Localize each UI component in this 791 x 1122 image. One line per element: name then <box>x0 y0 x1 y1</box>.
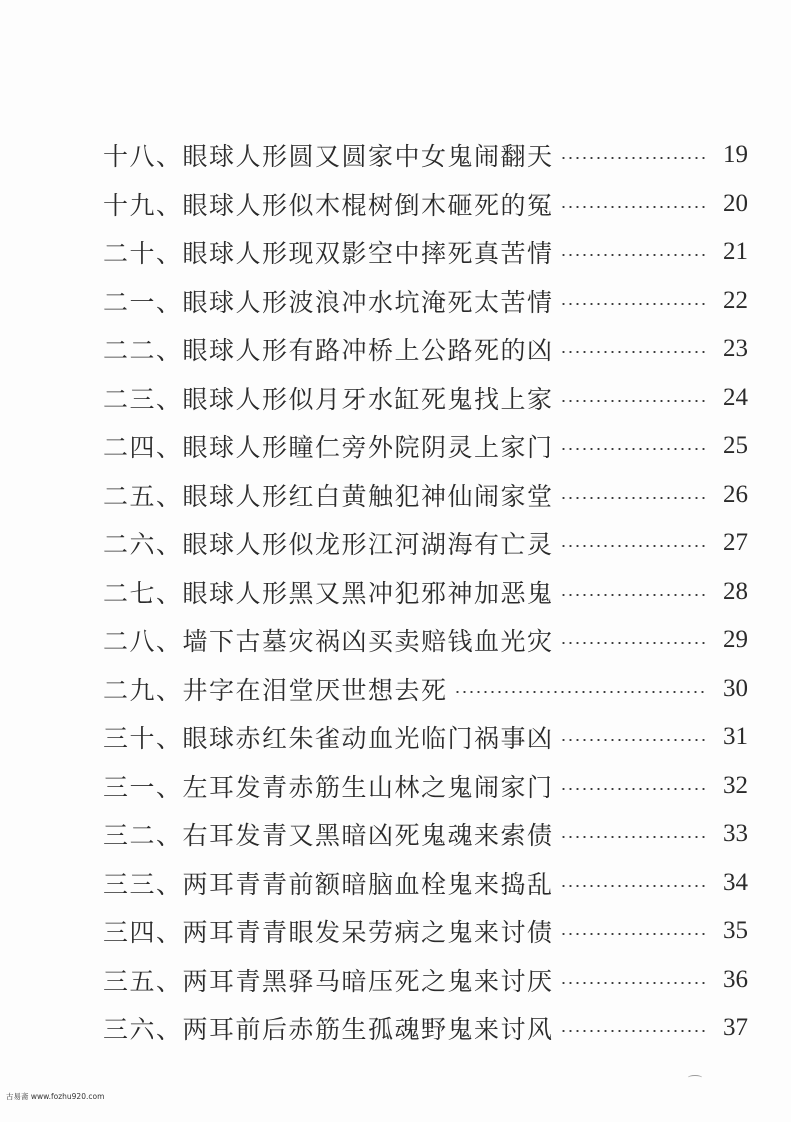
toc-entry-number: 二五、 <box>103 481 183 511</box>
toc-entry-title: 两耳青青眼发呆劳病之鬼来讨债 <box>182 918 554 948</box>
toc-entry-page: 34 <box>723 868 748 896</box>
dot-leader <box>560 206 708 208</box>
toc-entry[interactable] <box>103 713 748 762</box>
toc-entry-title: 眼球人形似龙形江河湖海有亡灵 <box>182 530 554 560</box>
toc-entry-number: 三一、 <box>103 772 183 802</box>
toc-entry[interactable] <box>103 1004 748 1053</box>
toc-entry[interactable] <box>103 422 748 471</box>
toc-entry-page: 28 <box>723 577 748 605</box>
toc-entry-page: 23 <box>723 335 748 363</box>
dot-leader <box>560 497 708 499</box>
toc-entry[interactable] <box>103 907 748 956</box>
toc-entry-number: 二一、 <box>103 287 183 317</box>
dot-leader <box>560 739 708 741</box>
toc-entry-title: 眼球人形现双影空中摔死真苦情 <box>182 239 554 269</box>
toc-entry-page: 21 <box>723 238 748 266</box>
toc-entry-number: 二九、 <box>103 675 183 705</box>
toc-entry-number: 三二、 <box>103 821 183 851</box>
toc-entry-number: 二十、 <box>103 239 183 269</box>
toc-entry-page: 22 <box>723 286 748 314</box>
toc-entry[interactable] <box>103 956 748 1005</box>
table-of-contents <box>103 131 748 1053</box>
toc-entry-page: 36 <box>723 965 748 993</box>
toc-entry[interactable] <box>103 180 748 229</box>
toc-entry[interactable] <box>103 810 748 859</box>
toc-entry-number: 三六、 <box>103 1015 183 1045</box>
toc-entry-page: 30 <box>723 674 748 702</box>
toc-entry[interactable] <box>103 471 748 520</box>
toc-entry-title: 两耳青青前额暗脑血栓鬼来捣乱 <box>182 869 554 899</box>
dot-leader <box>560 351 708 353</box>
toc-entry-title: 眼球人形似木棍树倒木砸死的冤 <box>182 190 554 220</box>
toc-entry-title: 眼球人形红白黄触犯神仙闹家堂 <box>182 481 554 511</box>
toc-entry[interactable] <box>103 519 748 568</box>
toc-entry-page: 31 <box>723 723 748 751</box>
toc-entry-page: 26 <box>723 480 748 508</box>
toc-entry-title: 眼球人形黑又黑冲犯邪神加恶鬼 <box>182 578 554 608</box>
dot-leader <box>560 448 708 450</box>
dot-leader <box>560 400 708 402</box>
toc-entry[interactable] <box>103 228 748 277</box>
toc-entry-page: 37 <box>723 1014 748 1042</box>
toc-entry-number: 二三、 <box>103 384 183 414</box>
toc-entry-number: 三十、 <box>103 724 183 754</box>
toc-entry[interactable] <box>103 374 748 423</box>
toc-entry-title: 眼球人形有路冲桥上公路死的凶 <box>182 336 554 366</box>
toc-entry-number: 三三、 <box>103 869 183 899</box>
toc-entry-title: 右耳发青又黑暗凶死鬼魂来索债 <box>182 821 554 851</box>
toc-entry-page: 29 <box>723 626 748 654</box>
dot-leader <box>560 642 708 644</box>
toc-entry[interactable] <box>103 616 748 665</box>
toc-entry-number: 十九、 <box>103 190 183 220</box>
footer-watermark: 古易斋 www.fozhu920.com <box>6 1092 105 1101</box>
dot-leader <box>560 836 708 838</box>
dot-leader <box>560 885 708 887</box>
toc-entry[interactable] <box>103 568 748 617</box>
toc-entry-page: 33 <box>723 820 748 848</box>
toc-entry[interactable] <box>103 665 748 714</box>
toc-entry-number: 三四、 <box>103 918 183 948</box>
toc-entry[interactable] <box>103 762 748 811</box>
dot-leader <box>560 933 708 935</box>
dot-leader <box>560 982 708 984</box>
toc-entry-page: 24 <box>723 383 748 411</box>
dot-leader <box>560 1030 708 1032</box>
toc-entry-title: 井字在泪堂厌世想去死 <box>182 675 448 705</box>
toc-entry-title: 眼球人形瞳仁旁外院阴灵上家门 <box>182 433 554 463</box>
toc-entry-title: 左耳发青赤筋生山林之鬼闹家门 <box>182 772 554 802</box>
toc-entry-page: 35 <box>723 917 748 945</box>
toc-entry-title: 两耳青黑驿马暗压死之鬼来讨厌 <box>182 966 554 996</box>
toc-entry-page: 27 <box>723 529 748 557</box>
toc-entry-title: 眼球人形波浪冲水坑淹死太苦情 <box>182 287 554 317</box>
dot-leader <box>560 254 708 256</box>
dot-leader <box>560 303 708 305</box>
toc-entry[interactable] <box>103 131 748 180</box>
dot-leader <box>560 788 708 790</box>
toc-entry-title: 两耳前后赤筋生孤魂野鬼来讨风 <box>182 1015 554 1045</box>
toc-entry-page: 19 <box>723 141 748 169</box>
dot-leader <box>560 545 708 547</box>
toc-entry[interactable] <box>103 277 748 326</box>
toc-entry-title: 眼球赤红朱雀动血光临门祸事凶 <box>182 724 554 754</box>
dot-leader <box>560 594 708 596</box>
toc-entry-number: 十八、 <box>103 142 183 172</box>
toc-entry-number: 三五、 <box>103 966 183 996</box>
toc-entry-page: 32 <box>723 771 748 799</box>
dot-leader <box>454 691 708 693</box>
toc-entry-title: 眼球人形似月牙水缸死鬼找上家 <box>182 384 554 414</box>
toc-entry-number: 二二、 <box>103 336 183 366</box>
toc-entry-number: 二六、 <box>103 530 183 560</box>
toc-entry[interactable] <box>103 859 748 908</box>
toc-entry[interactable] <box>103 325 748 374</box>
toc-entry-title: 眼球人形圆又圆家中女鬼闹翻天 <box>182 142 554 172</box>
scan-mark <box>688 1075 702 1080</box>
dot-leader <box>560 157 708 159</box>
toc-entry-number: 二八、 <box>103 627 183 657</box>
toc-entry-page: 20 <box>723 189 748 217</box>
toc-entry-number: 二七、 <box>103 578 183 608</box>
toc-entry-page: 25 <box>723 432 748 460</box>
toc-entry-number: 二四、 <box>103 433 183 463</box>
toc-entry-title: 墙下古墓灾祸凶买卖赔钱血光灾 <box>182 627 554 657</box>
